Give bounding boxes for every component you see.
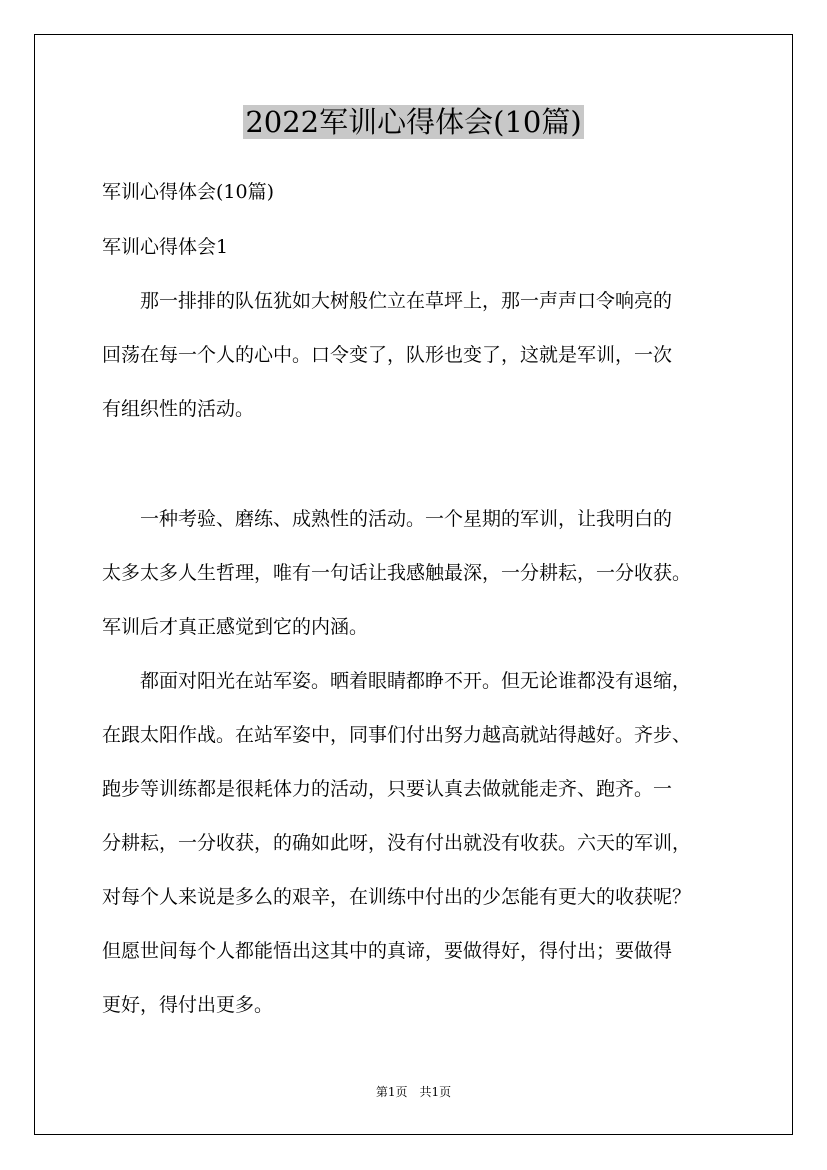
paragraph-3-line-7: 更好，得付出更多。 — [102, 994, 274, 1016]
paragraph-3-line-3: 跑步等训练都是很耗体力的活动，只要认真去做就能走齐、跑齐。一 — [102, 778, 673, 800]
paragraph-1-line-2: 回荡在每一个人的心中。口令变了，队形也变了，这就是军训，一次 — [102, 344, 673, 366]
paragraph-3-line-4: 分耕耘，一分收获，的确如此呀，没有付出就没有收获。六天的军训， — [102, 832, 692, 854]
document-title: 2022军训心得体会(10篇) — [245, 105, 582, 139]
page-footer: 第1页 共1页 — [375, 1085, 452, 1099]
paragraph-2-line-1: 一种考验、磨练、成熟性的活动。一个星期的军训，让我明白的 — [102, 508, 673, 530]
paragraph-1-line-1: 那一排排的队伍犹如大树般伫立在草坪上，那一声声口令响亮的 — [102, 290, 673, 312]
paragraph-3-line-5: 对每个人来说是多么的艰辛，在训练中付出的少怎能有更大的收获呢？ — [102, 886, 692, 908]
paragraph-2-line-2: 太多太多人生哲理，唯有一句话让我感触最深，一分耕耘，一分收获。 — [102, 562, 692, 584]
subtitle: 军训心得体会(10篇) — [102, 181, 275, 203]
paragraph-3-line-1: 都面对阳光在站军姿。晒着眼睛都睁不开。但无论谁都没有退缩， — [102, 670, 692, 692]
paragraph-3-line-6: 但愿世间每个人都能悟出这其中的真谛，要做得好，得付出；要做得 — [102, 940, 673, 962]
paragraph-3-line-2: 在跟太阳作战。在站军姿中，同事们付出努力越高就站得越好。齐步、 — [102, 724, 692, 746]
paragraph-2-line-3: 军训后才真正感觉到它的内涵。 — [102, 616, 369, 638]
section-heading: 军训心得体会1 — [102, 236, 229, 258]
paragraph-1-line-3: 有组织性的活动。 — [102, 398, 255, 420]
